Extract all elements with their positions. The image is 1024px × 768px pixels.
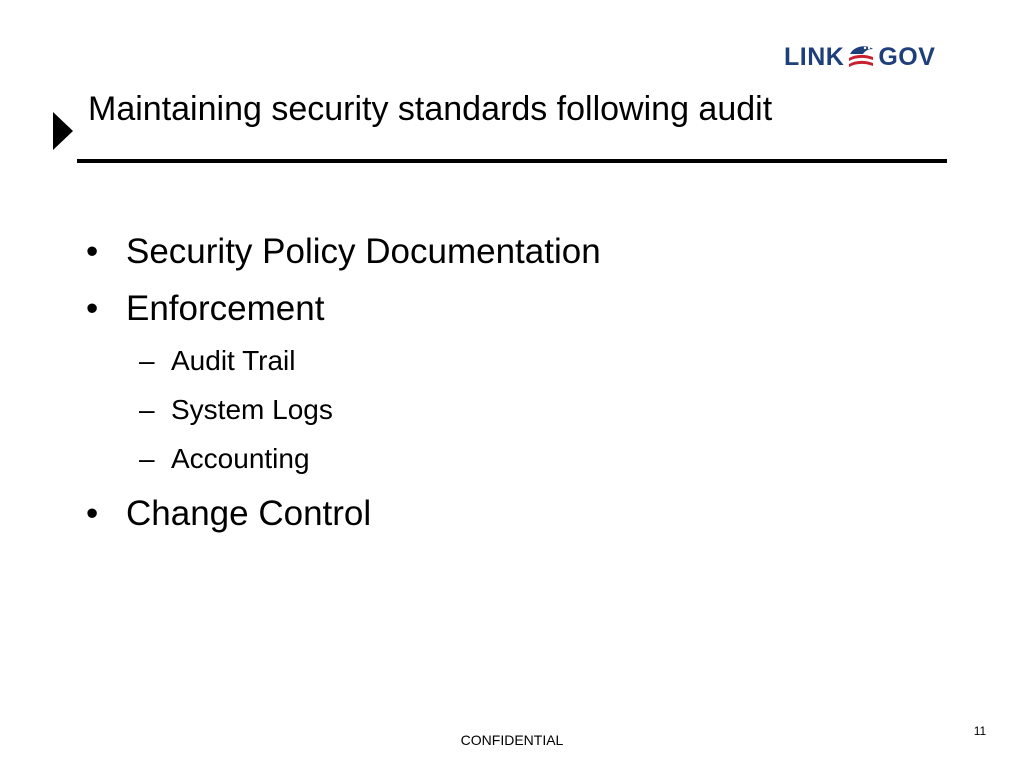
bullet-text: Security Policy Documentation — [126, 232, 601, 271]
title-divider — [77, 159, 947, 163]
sub-bullet-marker: – — [139, 443, 155, 474]
bullet-text: Change Control — [126, 494, 372, 533]
logo-text-right: GOV — [878, 42, 936, 71]
bullet-marker: • — [86, 494, 99, 533]
sub-bullet-marker: – — [139, 394, 155, 425]
bullet-change-control — [86, 494, 372, 534]
bullet-marker: • — [86, 289, 99, 328]
sub-bullet-text: Audit Trail — [171, 345, 296, 376]
linkgov-logo — [784, 40, 954, 74]
bullet-marker: • — [86, 232, 99, 271]
page-number: 11 — [973, 724, 987, 738]
confidential-label: CONFIDENTIAL — [460, 732, 564, 748]
sub-bullet-accounting — [139, 443, 310, 475]
bullet-enforcement — [86, 289, 325, 329]
eagle-emblem-icon — [846, 42, 876, 72]
sub-bullet-marker: – — [139, 345, 155, 376]
bullet-text: Enforcement — [126, 289, 325, 328]
sub-bullet-system-logs — [139, 394, 333, 426]
bullet-security-policy-documentation — [86, 232, 601, 272]
title-arrow-icon — [53, 112, 73, 150]
slide-title: Maintaining security standards following audit — [88, 90, 773, 128]
sub-bullet-text: System Logs — [171, 394, 333, 425]
sub-bullet-audit-trail — [139, 345, 296, 377]
sub-bullet-text: Accounting — [171, 443, 310, 474]
logo-text-left: LINK — [784, 42, 845, 71]
